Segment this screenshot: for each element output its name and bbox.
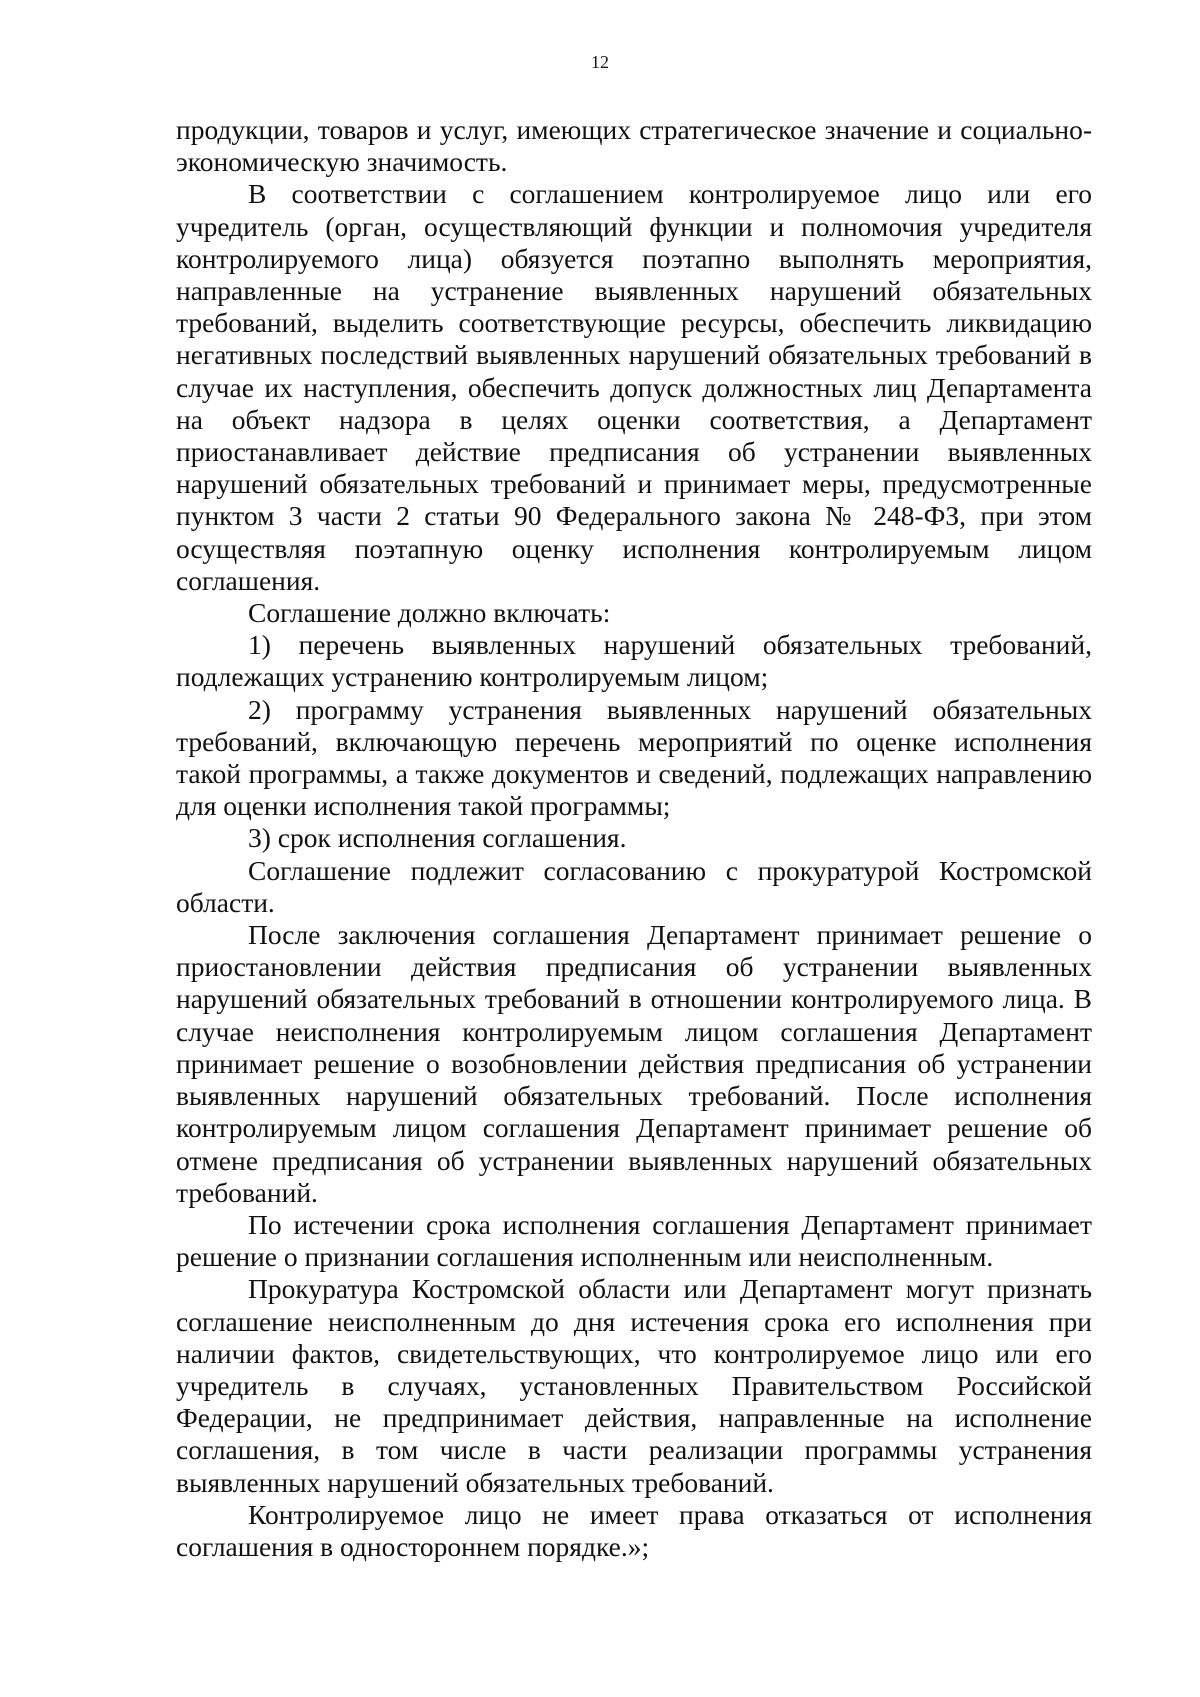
paragraph-agreement-contents-intro: Соглашение должно включать:	[248, 597, 611, 629]
document-body	[176, 114, 1092, 1563]
paragraph-expiration: По истечении срока исполнения соглашения Департамент принимает решение о признании соглашения исполненным или неисполненным.	[176, 1208, 1092, 1273]
paragraph-early-nonperformance: Прокуратура Костромской области или Департамент могут признать соглашение неисполненным до дня истечения срока его исполнения при наличии фактов, свидетельствующих, что контролируемое лицо или его учредитель в случаях, установленных Правительством Российской Федерации, не предпринимает действия, направленные на исполнение соглашения, в том числе в части реализации программы устранения выявленных нарушений обязательных требований.	[176, 1273, 1092, 1498]
paragraph-after-conclusion: После заключения соглашения Департамент принимает решение о приостановлении действия предписания об устранении выявленных нарушений обязательных требований в отношении контролируемого лица. В случае неисполнения контролируемым лицом соглашения Департамент принимает решение о возобновлении действия предписания об устранении выявленных нарушений обязательных требований. После исполнения контролируемым лицом соглашения Департамент принимает решение об отмене предписания об устранении выявленных нарушений обязательных требований.	[176, 919, 1092, 1208]
list-item-3: 3) срок исполнения соглашения.	[248, 822, 627, 854]
list-item-2: 2) программу устранения выявленных нарушений обязательных требований, включающую перечень мероприятий по оценке исполнения такой программы, а также документов и сведений, подлежащих направлению для оценки исполнения такой программы;	[176, 693, 1092, 822]
paragraph-prosecutor-approval: Соглашение подлежит согласованию с прокуратурой Костромской области.	[176, 854, 1092, 918]
paragraph-no-unilateral-refusal: Контролируемое лицо не имеет права отказаться от исполнения соглашения в одностороннем порядке.»;	[176, 1498, 1092, 1562]
paragraph-continuation: продукции, товаров и услуг, имеющих стратегическое значение и социально-экономическую значимость.	[176, 114, 1092, 178]
paragraph-agreement-obligations: В соответствии с соглашением контролируемое лицо или его учредитель (орган, осуществляющий функции и полномочия учредителя контролируемого лица) обязуется поэтапно выполнять мероприятия, направленные на устранение выявленных нарушений обязательных требований, выделить соответствующие ресурсы, обеспечить ликвидацию негативных последствий выявленных нарушений обязательных требований в случае их наступления, обеспечить допуск должностных лиц Департамента на объект надзора в целях оценки соответствия, а Департамент приостанавливает действие предписания об устранении выявленных нарушений обязательных требований и принимает меры, предусмотренные пунктом 3 части 2 статьи 90 Федерального закона № 248-ФЗ, при этом осуществляя поэтапную оценку исполнения контролируемым лицом соглашения.	[176, 178, 1092, 596]
list-item-1: 1) перечень выявленных нарушений обязательных требований, подлежащих устранению контролируемым лицом;	[176, 629, 1092, 693]
page-number: 12	[591, 52, 609, 72]
